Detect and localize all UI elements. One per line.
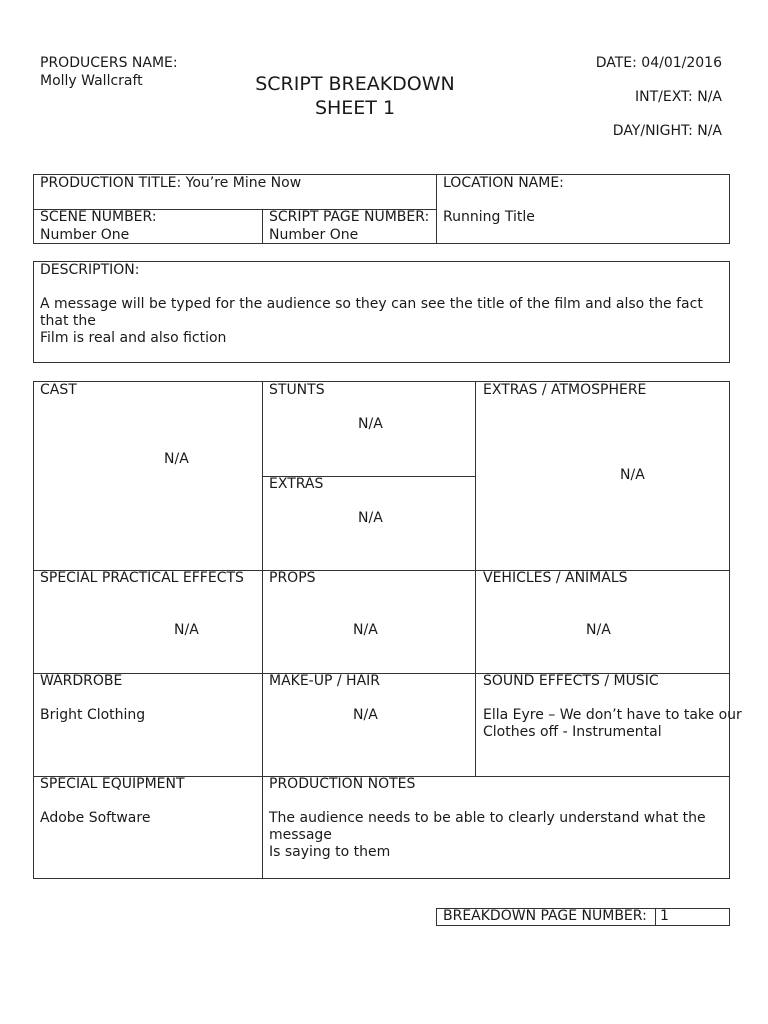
vehicles-label: VEHICLES / ANIMALS xyxy=(483,570,628,586)
date-text: DATE: 04/01/2016 xyxy=(595,55,722,71)
equipment-label: SPECIAL EQUIPMENT xyxy=(40,776,185,792)
cast-value: N/A xyxy=(164,451,189,467)
production-notes-line-1: The audience needs to be able to clearly understand what the xyxy=(269,810,706,826)
script-page-label: SCRIPT PAGE NUMBER: xyxy=(269,209,430,225)
extras-label: EXTRAS xyxy=(269,476,324,492)
divider xyxy=(262,209,263,244)
scene-number-label: SCENE NUMBER: xyxy=(40,209,157,225)
props-value: N/A xyxy=(353,622,378,638)
breakdown-page-label: BREAKDOWN PAGE NUMBER: xyxy=(443,908,647,924)
stunts-value: N/A xyxy=(358,416,383,432)
producers-label: PRODUCERS NAME: xyxy=(40,55,178,71)
makeup-value: N/A xyxy=(353,707,378,723)
breakdown-grid xyxy=(33,381,730,879)
props-label: PROPS xyxy=(269,570,316,586)
divider xyxy=(436,174,437,244)
production-title: PRODUCTION TITLE: You’re Mine Now xyxy=(40,175,302,191)
extras-atmosphere-value: N/A xyxy=(620,467,645,483)
description-line-1: A message will be typed for the audience so they can see the title of the film and also the fact xyxy=(40,296,703,312)
vehicles-value: N/A xyxy=(586,622,611,638)
int-ext-text: INT/EXT: N/A xyxy=(634,89,722,105)
makeup-label: MAKE-UP / HAIR xyxy=(269,673,381,689)
divider xyxy=(262,381,263,879)
divider xyxy=(655,908,656,926)
location-label: LOCATION NAME: xyxy=(443,175,564,191)
production-notes-line-2: message xyxy=(269,827,332,843)
wardrobe-value: Bright Clothing xyxy=(40,707,146,723)
title-line-2: SHEET 1 xyxy=(314,97,396,119)
sound-label: SOUND EFFECTS / MUSIC xyxy=(483,673,659,689)
divider xyxy=(475,381,476,776)
production-notes-label: PRODUCTION NOTES xyxy=(269,776,416,792)
producers-value: Molly Wallcraft xyxy=(40,73,143,89)
location-value: Running Title xyxy=(443,209,535,225)
description-line-2: that the xyxy=(40,313,96,329)
special-effects-value: N/A xyxy=(174,622,199,638)
production-notes-line-3: Is saying to them xyxy=(269,844,391,860)
special-effects-label: SPECIAL PRACTICAL EFFECTS xyxy=(40,570,244,586)
extras-value: N/A xyxy=(358,510,383,526)
description-label: DESCRIPTION: xyxy=(40,262,140,278)
wardrobe-label: WARDROBE xyxy=(40,673,123,689)
extras-atmosphere-label: EXTRAS / ATMOSPHERE xyxy=(483,382,647,398)
breakdown-page-value: 1 xyxy=(660,908,669,924)
equipment-value: Adobe Software xyxy=(40,810,151,826)
description-line-3: Film is real and also fiction xyxy=(40,330,227,346)
sound-value-line-1: Ella Eyre – We don’t have to take our xyxy=(483,707,742,723)
page-title xyxy=(240,72,470,120)
title-line-1: SCRIPT BREAKDOWN xyxy=(255,73,455,95)
script-page-value: Number One xyxy=(269,227,359,243)
cast-label: CAST xyxy=(40,382,77,398)
scene-number-value: Number One xyxy=(40,227,130,243)
sound-value-line-2: Clothes off - Instrumental xyxy=(483,724,662,740)
day-night-text: DAY/NIGHT: N/A xyxy=(612,123,722,139)
stunts-label: STUNTS xyxy=(269,382,325,398)
